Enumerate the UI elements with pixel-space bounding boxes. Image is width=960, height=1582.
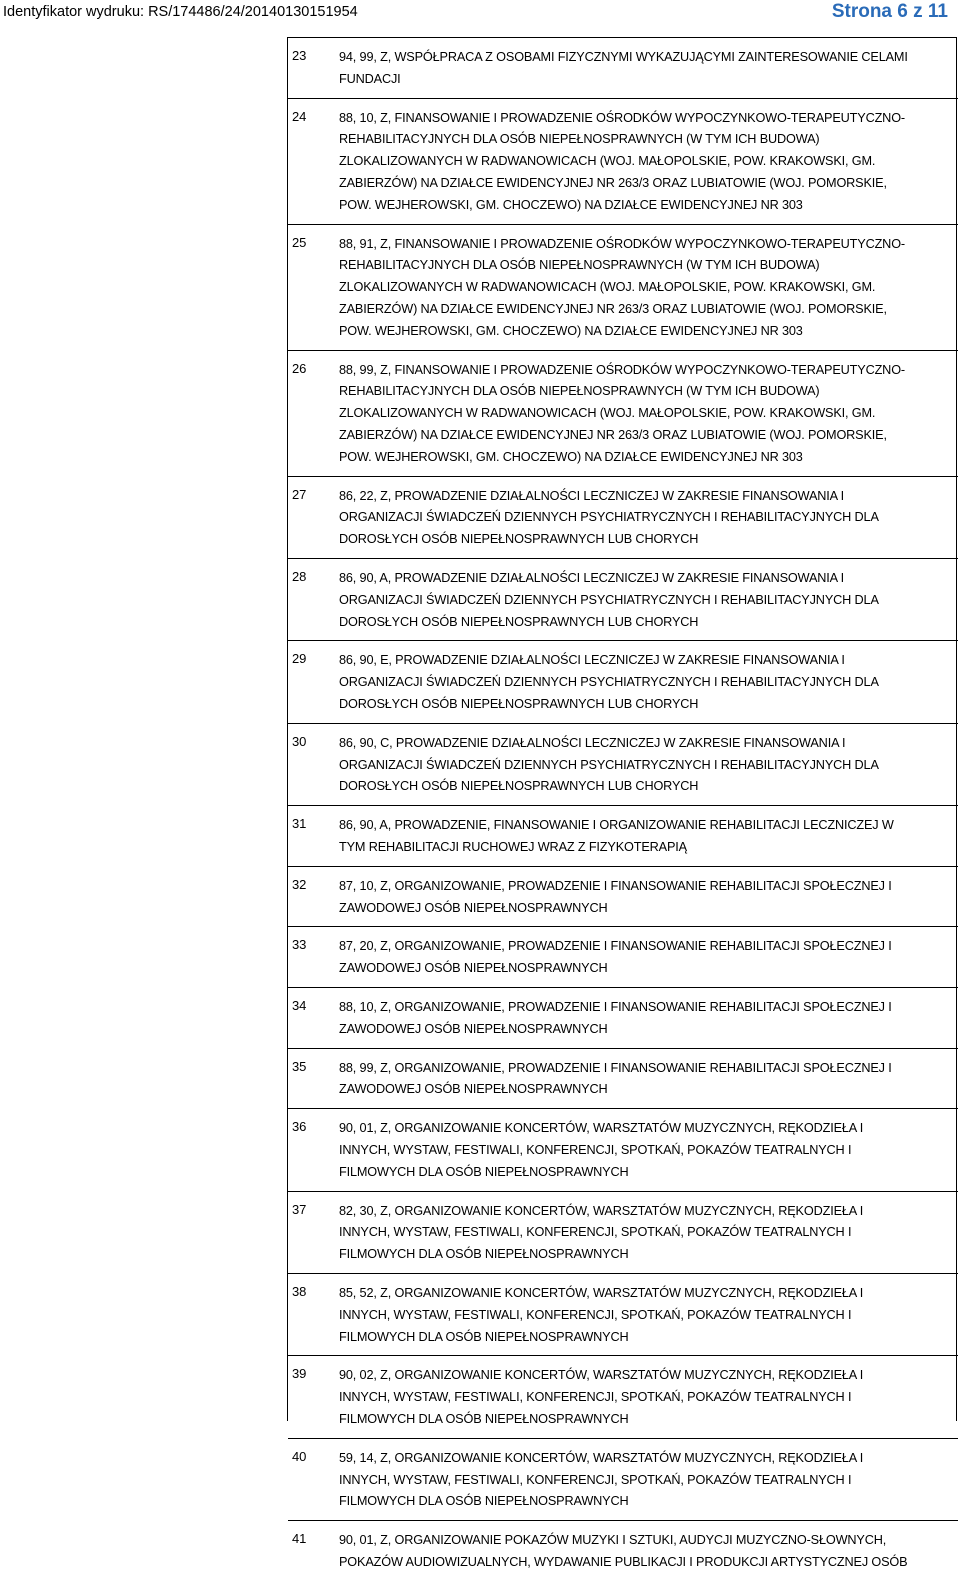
table-row [288, 1356, 958, 1438]
description-line: ZAWODOWEJ OSÓB NIEPEŁNOSPRAWNYCH [339, 900, 608, 915]
table-row [288, 38, 958, 99]
description-line: POW. WEJHEROWSKI, GM. CHOCZEWO) NA DZIAŁCE EWIDENCYJNEJ NR 303 [339, 449, 803, 464]
description-line: ZLOKALIZOWANYCH W RADWANOWICACH (WOJ. MAŁOPOLSKIE, POW. KRAKOWSKI, GM. [339, 280, 876, 295]
table-row [288, 1521, 958, 1582]
description-line: 90, 02, Z, ORGANIZOWANIE KONCERTÓW, WARSZTATÓW MUZYCZNYCH, RĘKODZIEŁA I [339, 1368, 864, 1383]
description-line: ZLOKALIZOWANYCH W RADWANOWICACH (WOJ. MAŁOPOLSKIE, POW. KRAKOWSKI, GM. [339, 406, 876, 421]
description-line: FILMOWYCH DLA OSÓB NIEPEŁNOSPRAWNYCH [339, 1494, 629, 1509]
description-line: DOROSŁYCH OSÓB NIEPEŁNOSPRAWNYCH LUB CHORYCH [339, 614, 699, 629]
description-line: 88, 91, Z, FINANSOWANIE I PROWADZENIE OŚRODKÓW WYPOCZYNKOWO-TERAPEUTYCZNO- [339, 236, 905, 251]
row-number: 40 [292, 1448, 307, 1464]
row-number: 31 [292, 816, 307, 832]
description-line: POW. WEJHEROWSKI, GM. CHOCZEWO) NA DZIAŁCE EWIDENCYJNEJ NR 303 [339, 323, 803, 338]
row-number: 38 [292, 1284, 307, 1299]
row-number: 34 [292, 998, 307, 1013]
description-line: TYM REHABILITACJI RUCHOWEJ WRAZ Z FIZYKOTERAPIĄ [339, 839, 687, 854]
description-line: 86, 90, E, PROWADZENIE DZIAŁALNOŚCI LECZNICZEJ W ZAKRESIE FINANSOWANIA I [339, 653, 845, 668]
row-description [339, 650, 955, 715]
description-line: ORGANIZACJI ŚWIADCZEŃ DZIENNYCH PSYCHIATRYCZNYCH I REHABILITACYJNYCH DLA [339, 675, 879, 690]
table-row [288, 988, 958, 1049]
description-line: REHABILITACYJNYCH DLA OSÓB NIEPEŁNOSPRAWNYCH (W TYM ICH BUDOWA) [339, 258, 820, 273]
row-description [339, 47, 955, 91]
row-description [339, 936, 955, 980]
row-description [339, 1448, 955, 1513]
description-line: DOROSŁYCH OSÓB NIEPEŁNOSPRAWNYCH LUB CHORYCH [339, 532, 699, 547]
description-line: 86, 90, A, PROWADZENIE DZIAŁALNOŚCI LECZNICZEJ W ZAKRESIE FINANSOWANIA I [339, 571, 845, 585]
table-row [288, 477, 958, 559]
row-number: 39 [292, 1366, 307, 1382]
description-line: ZABIERZÓW) NA DZIAŁCE EWIDENCYJNEJ NR 263/3 ORAZ LUBIATOWIE (WOJ. POMORSKIE, [339, 427, 887, 442]
description-line: FUNDACJI [339, 71, 401, 86]
description-line: FILMOWYCH DLA OSÓB NIEPEŁNOSPRAWNYCH [339, 1247, 629, 1262]
description-line: POW. WEJHEROWSKI, GM. CHOCZEWO) NA DZIAŁCE EWIDENCYJNEJ NR 303 [339, 197, 803, 212]
row-number: 23 [292, 48, 307, 63]
row-description [339, 568, 955, 633]
description-line: 87, 20, Z, ORGANIZOWANIE, PROWADZENIE I FINANSOWANIE REHABILITACJI SPOŁECZNEJ I [339, 939, 892, 954]
table-row [288, 1049, 958, 1110]
description-line: DOROSŁYCH OSÓB NIEPEŁNOSPRAWNYCH LUB CHORYCH [339, 779, 699, 794]
table-row [288, 806, 958, 867]
description-line: 59, 14, Z, ORGANIZOWANIE KONCERTÓW, WARSZTATÓW MUZYCZNYCH, RĘKODZIEŁA I [339, 1450, 864, 1465]
description-line: ZAWODOWEJ OSÓB NIEPEŁNOSPRAWNYCH [339, 1021, 608, 1036]
row-number: 33 [292, 937, 307, 953]
row-description [339, 1058, 955, 1102]
description-line: REHABILITACYJNYCH DLA OSÓB NIEPEŁNOSPRAWNYCH (W TYM ICH BUDOWA) [339, 384, 820, 399]
row-number: 27 [292, 486, 307, 502]
row-description [339, 1283, 955, 1348]
row-number: 36 [292, 1119, 307, 1135]
description-line: ZABIERZÓW) NA DZIAŁCE EWIDENCYJNEJ NR 263/3 ORAZ LUBIATOWIE (WOJ. POMORSKIE, [339, 301, 887, 316]
row-number: 26 [292, 360, 307, 376]
table-row [288, 1192, 958, 1274]
row-number: 35 [292, 1058, 307, 1074]
page-number-label: Strona 6 z 11 [831, 1, 948, 22]
description-line: 94, 99, Z, WSPÓŁPRACA Z OSOBAMI FIZYCZNYMI WYKAZUJĄCYMI ZAINTERESOWANIE CELAMI [339, 50, 908, 64]
table-row [288, 351, 958, 477]
description-line: 90, 01, Z, ORGANIZOWANIE KONCERTÓW, WARSZTATÓW MUZYCZNYCH, RĘKODZIEŁA I [339, 1121, 864, 1136]
description-line: 86, 22, Z, PROWADZENIE DZIAŁALNOŚCI LECZNICZEJ W ZAKRESIE FINANSOWANIA I [339, 488, 845, 503]
description-line: 85, 52, Z, ORGANIZOWANIE KONCERTÓW, WARSZTATÓW MUZYCZNYCH, RĘKODZIEŁA I [339, 1286, 864, 1300]
print-identifier: Identyfikator wydruku: RS/174486/24/20140130151954 [3, 4, 358, 20]
table-row [288, 867, 958, 928]
row-description [339, 108, 955, 217]
description-line: 88, 99, Z, FINANSOWANIE I PROWADZENIE OŚRODKÓW WYPOCZYNKOWO-TERAPEUTYCZNO- [339, 362, 905, 377]
description-line: FILMOWYCH DLA OSÓB NIEPEŁNOSPRAWNYCH [339, 1329, 629, 1344]
description-line: INNYCH, WYSTAW, FESTIWALI, KONFERENCJI, SPOTKAŃ, POKAZÓW TEATRALNYCH I [339, 1472, 852, 1487]
row-number: 37 [292, 1201, 307, 1217]
description-line: FILMOWYCH DLA OSÓB NIEPEŁNOSPRAWNYCH [339, 1164, 629, 1179]
row-description [339, 486, 955, 551]
row-description [339, 997, 955, 1041]
row-number: 28 [292, 569, 307, 584]
table-row [288, 99, 958, 225]
row-number: 24 [292, 108, 307, 124]
row-number: 30 [292, 733, 307, 749]
description-line: INNYCH, WYSTAW, FESTIWALI, KONFERENCJI, SPOTKAŃ, POKAZÓW TEATRALNYCH I [339, 1307, 852, 1322]
description-line: INNYCH, WYSTAW, FESTIWALI, KONFERENCJI, SPOTKAŃ, POKAZÓW TEATRALNYCH I [339, 1142, 852, 1157]
description-line: ORGANIZACJI ŚWIADCZEŃ DZIENNYCH PSYCHIATRYCZNYCH I REHABILITACYJNYCH DLA [339, 592, 879, 607]
description-line: 87, 10, Z, ORGANIZOWANIE, PROWADZENIE I FINANSOWANIE REHABILITACJI SPOŁECZNEJ I [339, 878, 892, 893]
row-number: 25 [292, 234, 307, 250]
description-line: ZABIERZÓW) NA DZIAŁCE EWIDENCYJNEJ NR 263/3 ORAZ LUBIATOWIE (WOJ. POMORSKIE, [339, 175, 887, 190]
table-row [288, 724, 958, 806]
description-line: 86, 90, A, PROWADZENIE, FINANSOWANIE I ORGANIZOWANIE REHABILITACJI LECZNICZEJ W [339, 818, 894, 833]
row-number: 41 [292, 1531, 307, 1547]
description-line: REHABILITACYJNYCH DLA OSÓB NIEPEŁNOSPRAWNYCH (W TYM ICH BUDOWA) [339, 132, 820, 147]
row-description [339, 733, 955, 798]
description-line: ORGANIZACJI ŚWIADCZEŃ DZIENNYCH PSYCHIATRYCZNYCH I REHABILITACYJNYCH DLA [339, 510, 879, 525]
row-description [339, 1201, 955, 1266]
row-number: 29 [292, 651, 307, 667]
description-line: DOROSŁYCH OSÓB NIEPEŁNOSPRAWNYCH LUB CHORYCH [339, 696, 699, 711]
description-line: ORGANIZACJI ŚWIADCZEŃ DZIENNYCH PSYCHIATRYCZNYCH I REHABILITACYJNYCH DLA [339, 757, 879, 772]
description-line: 82, 30, Z, ORGANIZOWANIE KONCERTÓW, WARSZTATÓW MUZYCZNYCH, RĘKODZIEŁA I [339, 1203, 864, 1218]
table-row [288, 559, 958, 641]
description-line: POKAZÓW AUDIOWIZUALNYCH, WYDAWANIE PUBLIKACJI I PRODUKCJI ARTYSTYCZNEJ OSÓB [339, 1554, 908, 1569]
table-row [288, 641, 958, 723]
description-line: 88, 10, Z, FINANSOWANIE I PROWADZENIE OŚRODKÓW WYPOCZYNKOWO-TERAPEUTYCZNO- [339, 110, 905, 125]
table-row [288, 927, 958, 988]
description-line: 86, 90, C, PROWADZENIE DZIAŁALNOŚCI LECZNICZEJ W ZAKRESIE FINANSOWANIA I [339, 735, 846, 750]
description-line: 88, 99, Z, ORGANIZOWANIE, PROWADZENIE I FINANSOWANIE REHABILITACJI SPOŁECZNEJ I [339, 1060, 892, 1075]
description-line: 88, 10, Z, ORGANIZOWANIE, PROWADZENIE I FINANSOWANIE REHABILITACJI SPOŁECZNEJ I [339, 1000, 892, 1014]
description-line: ZLOKALIZOWANYCH W RADWANOWICACH (WOJ. MAŁOPOLSKIE, POW. KRAKOWSKI, GM. [339, 154, 876, 169]
row-number: 32 [292, 876, 307, 892]
description-line: ZAWODOWEJ OSÓB NIEPEŁNOSPRAWNYCH [339, 1082, 608, 1097]
description-line: FILMOWYCH DLA OSÓB NIEPEŁNOSPRAWNYCH [339, 1411, 629, 1426]
description-line: INNYCH, WYSTAW, FESTIWALI, KONFERENCJI, SPOTKAŃ, POKAZÓW TEATRALNYCH I [339, 1390, 852, 1405]
row-description [339, 1118, 955, 1183]
description-line: 90, 01, Z, ORGANIZOWANIE POKAZÓW MUZYKI I SZTUKI, AUDYCJI MUZYCZNO-SŁOWNYCH, [339, 1533, 887, 1548]
description-line: ZAWODOWEJ OSÓB NIEPEŁNOSPRAWNYCH [339, 961, 608, 976]
row-description [339, 360, 955, 469]
table-row [288, 1274, 958, 1356]
row-description [339, 815, 955, 859]
table-row [288, 1439, 958, 1521]
table-row [288, 225, 958, 351]
table-row [288, 1109, 958, 1191]
row-description [339, 234, 955, 343]
description-line: INNYCH, WYSTAW, FESTIWALI, KONFERENCJI, SPOTKAŃ, POKAZÓW TEATRALNYCH I [339, 1225, 852, 1240]
print-header [0, 0, 960, 26]
row-description [339, 876, 955, 920]
row-description [339, 1530, 955, 1574]
activity-table [287, 37, 957, 1569]
